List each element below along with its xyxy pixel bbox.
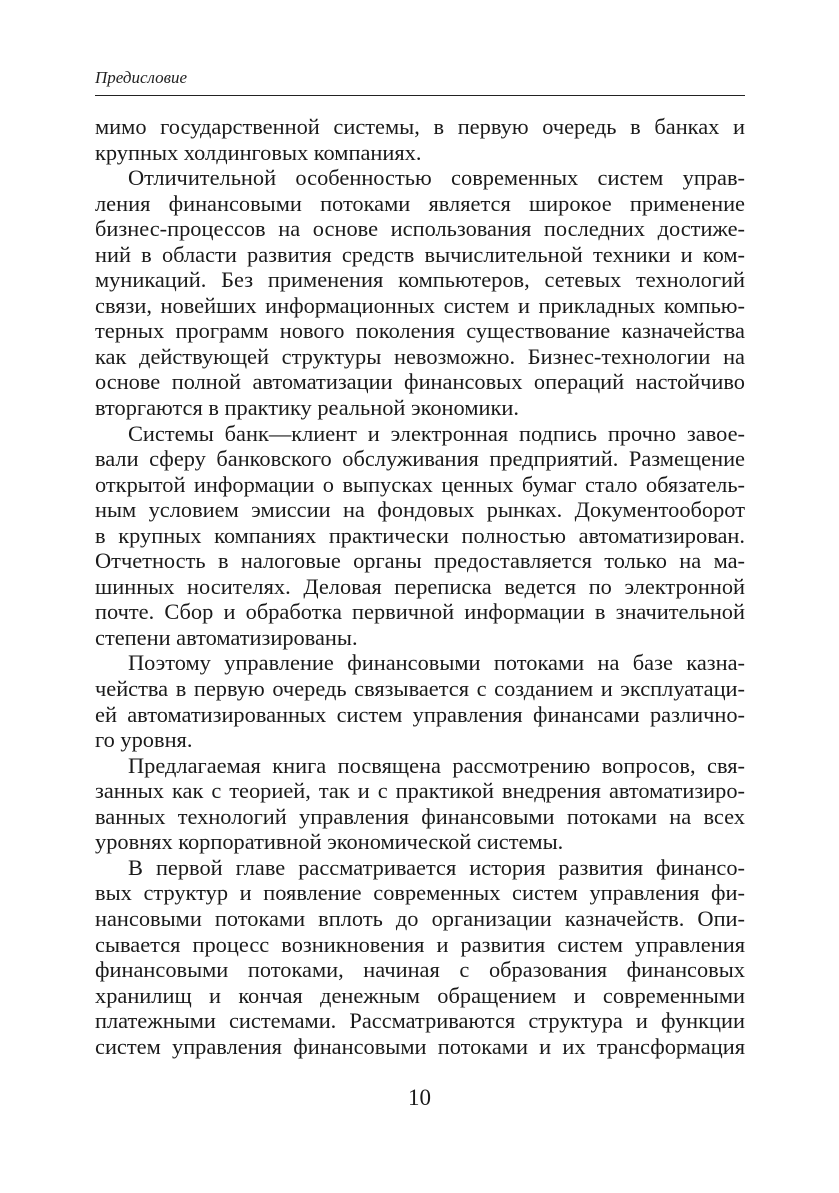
text-line: почте. Сбор и обработка первичной информации в значительной — [95, 599, 745, 625]
paragraph — [95, 855, 745, 1059]
text-line: вали сферу банковского обслуживания предприятий. Размещение — [95, 446, 745, 472]
text-line: степени автоматизированы. — [95, 624, 358, 650]
paragraph — [95, 114, 745, 165]
text-line: финансовыми потоками, начиная с образования финансовых — [95, 957, 745, 983]
text-line: Отчетность в налоговые органы предоставляется только на ма- — [95, 548, 745, 574]
text-line: крупных холдинговых компаниях. — [95, 139, 422, 165]
text-line: муникаций. Без применения компьютеров, сетевых технологий — [95, 267, 745, 293]
header-rule — [95, 95, 745, 96]
text-line: бизнес-процессов на основе использования последних достиже- — [95, 216, 745, 242]
body-text — [95, 114, 745, 1059]
text-line: го уровня. — [95, 727, 193, 753]
text-line: основе полной автоматизации финансовых операций настойчиво — [95, 369, 745, 395]
text-line: чейства в первую очередь связывается с созданием и эксплуатаци- — [95, 676, 745, 702]
text-line: В первой главе рассматривается история развития финансо- — [128, 854, 745, 880]
text-line: ным условием эмиссии на фондовых рынках. Документооборот — [95, 497, 745, 523]
text-line: Системы банк—клиент и электронная подпись прочно завое- — [128, 420, 745, 446]
page-number: 10 — [408, 1085, 431, 1110]
text-line: мимо государственной системы, в первую очередь в банках и — [95, 114, 745, 139]
text-line: ванных технологий управления финансовыми потоками на всех — [95, 803, 745, 829]
paragraph — [95, 753, 745, 855]
paragraph — [95, 650, 745, 752]
text-line: ний в области развития средств вычислительной техники и ком- — [95, 241, 745, 267]
text-line: сывается процесс возникновения и развития систем управления — [95, 931, 745, 957]
paragraph — [95, 165, 745, 420]
text-line: платежными системами. Рассматриваются структура и функции — [95, 1008, 745, 1034]
text-line: занных как с теорией, так и с практикой внедрения автоматизиро- — [95, 778, 745, 804]
text-line: ления финансовыми потоками является широкое применение — [95, 190, 745, 216]
running-header: Предисловие — [95, 68, 188, 87]
text-line: как действующей структуры невозможно. Бизнес-технологии на — [95, 343, 745, 369]
text-line: Поэтому управление финансовыми потоками на базе казна- — [128, 650, 745, 676]
text-line: шинных носителях. Деловая переписка ведется по электронной — [95, 573, 745, 599]
text-line: систем управления финансовыми потоками и их трансформация — [95, 1033, 745, 1059]
paragraph — [95, 421, 745, 651]
text-line: Предлагаемая книга посвящена рассмотрению вопросов, свя- — [128, 752, 745, 778]
text-line: Отличительной особенностью современных систем управ- — [128, 165, 745, 191]
text-line: хранилищ и кончая денежным обращением и современными — [95, 982, 745, 1008]
text-line: ей автоматизированных систем управления финансами различно- — [95, 701, 745, 727]
text-line: связи, новейших информационных систем и прикладных компью- — [95, 292, 745, 318]
text-line: вторгаются в практику реальной экономики. — [95, 395, 519, 421]
text-line: в крупных компаниях практически полностью автоматизирован. — [95, 522, 745, 548]
text-line: уровнях корпоративной экономической системы. — [95, 829, 564, 855]
text-line: терных программ нового поколения существование казначейства — [95, 318, 745, 344]
text-line: открытой информации о выпусках ценных бумаг стало обязатель- — [95, 471, 745, 497]
text-line: вых структур и появление современных систем управления фи- — [95, 880, 745, 906]
text-line: нансовыми потоками вплоть до организации казначейств. Опи- — [95, 905, 745, 931]
